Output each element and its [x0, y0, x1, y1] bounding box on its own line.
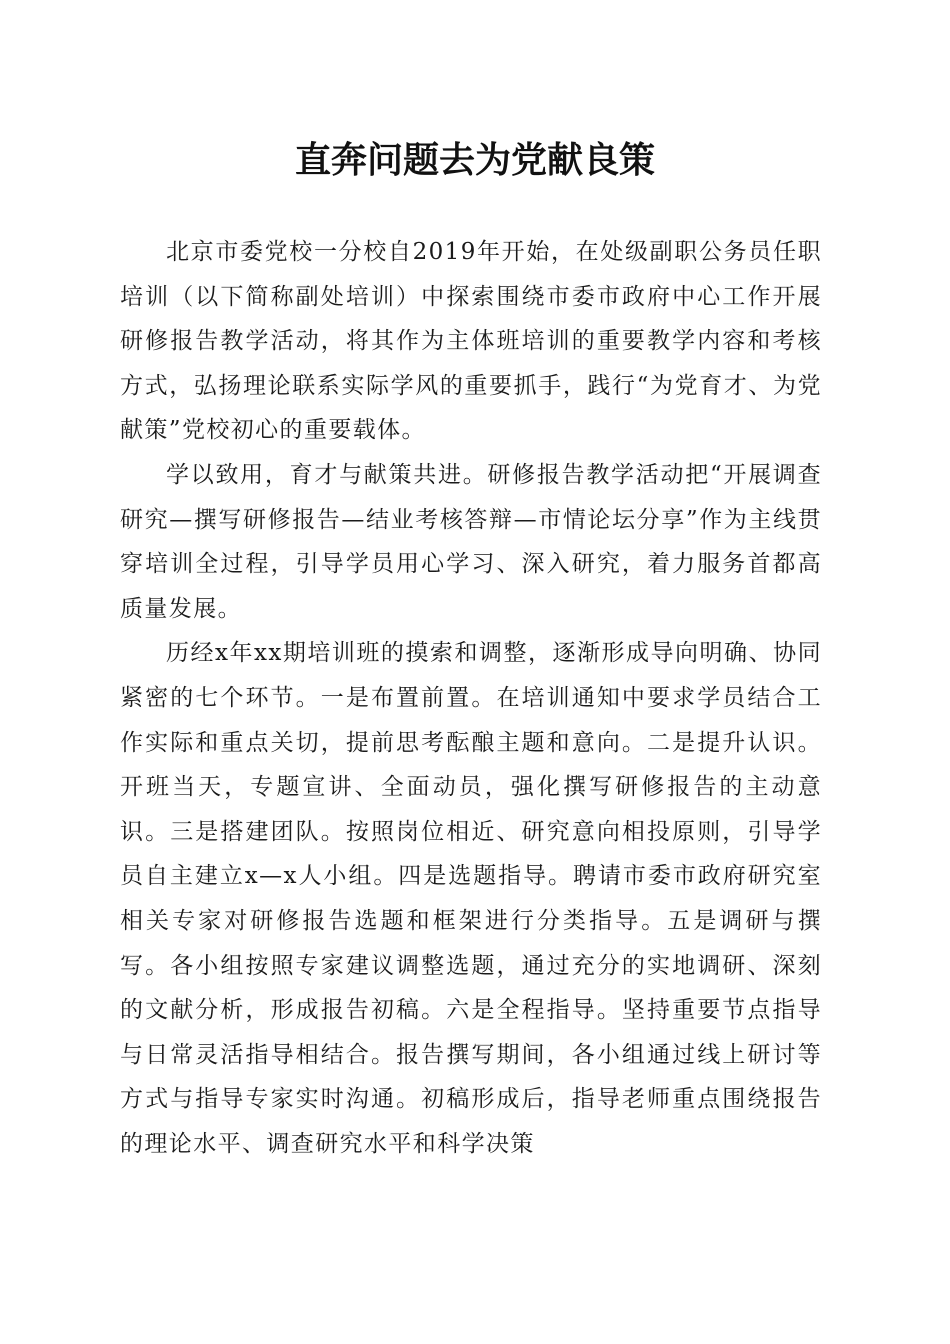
- paragraph-1: 北京市委党校一分校自2019年开始，在处级副职公务员任职培训（以下简称副处培训）中探索围绕市委市政府中心工作开展研修报告教学活动，将其作为主体班培训的重要教学内容和考核方式，弘扬理论联系实际学风的重要抓手，践行“为党育才、为党献策”党校初心的重要载体。: [120, 239, 822, 444]
- document-body: [120, 230, 822, 1166]
- paragraph-3: 历经x年xx期培训班的摸索和调整，逐渐形成导向明确、协同紧密的七个环节。一是布置前置。在培训通知中要求学员结合工作实际和重点关切，提前思考酝酿主题和意向。二是提升认识。开班当天，专题宣讲、全面动员，强化撰写研修报告的主动意识。三是搭建团队。按照岗位相近、研究意向相投原则，引导学员自主建立x—x人小组。四是选题指导。聘请市委市政府研究室相关专家对研修报告选题和框架进行分类指导。五是调研与撰写。各小组按照专家建议调整选题，通过充分的实地调研、深刻的文献分析，形成报告初稿。六是全程指导。坚持重要节点指导与日常灵活指导相结合。报告撰写期间，各小组通过线上研讨等方式与指导专家实时沟通。初稿形成后，指导老师重点围绕报告的理论水平、调查研究水平和科学决策: [120, 640, 822, 1157]
- paragraph-2: 学以致用，育才与献策共进。研修报告教学活动把“开展调查研究—撰写研修报告—结业考核答辩—市情论坛分享”作为主线贯穿培训全过程，引导学员用心学习、深入研究，着力服务首都高质量发展。: [120, 461, 822, 622]
- document-title: 直奔问题去为党献良策: [294, 139, 655, 181]
